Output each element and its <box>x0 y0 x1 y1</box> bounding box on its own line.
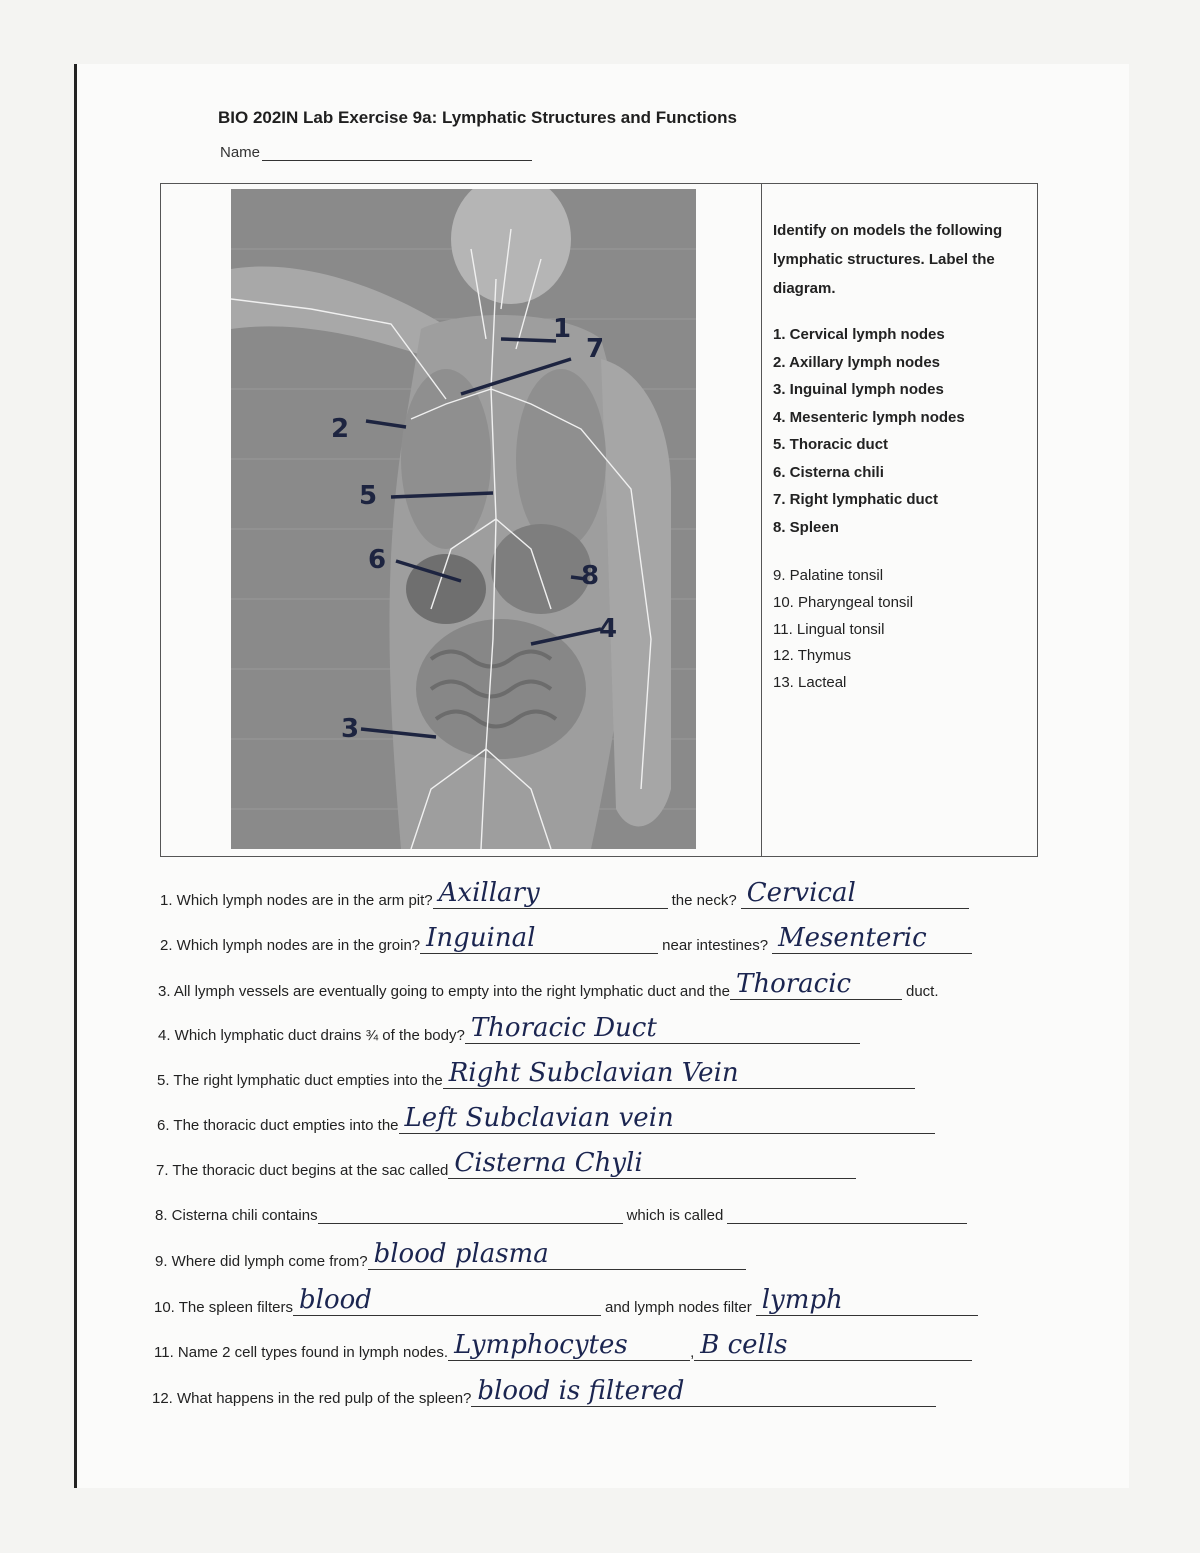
structure-item: 13. Lacteal <box>773 674 847 692</box>
handwritten-answer: blood is filtered <box>477 1376 685 1406</box>
answer-blank[interactable] <box>465 1013 860 1044</box>
question-text: , <box>690 1344 695 1361</box>
question-text: 3. All lymph vessels are eventually going to empty into the right lymphatic duct and the <box>158 983 730 1000</box>
diagram-label-4: 4 <box>599 614 618 644</box>
instruction-line: lymphatic structures. Label the <box>773 251 995 268</box>
question-text: 10. The spleen filters <box>154 1299 293 1316</box>
question-text: 11. Name 2 cell types found in lymph nodes. <box>154 1344 449 1361</box>
structure-item: 4. Mesenteric lymph nodes <box>773 408 965 426</box>
answer-blank[interactable] <box>293 1285 601 1316</box>
question-text: 4. Which lymphatic duct drains ¾ of the body? <box>158 1027 465 1044</box>
answer-blank[interactable] <box>318 1193 623 1224</box>
handwritten-answer: B cells <box>700 1330 788 1360</box>
question-5 <box>157 1058 915 1089</box>
handwritten-answer: blood plasma <box>373 1239 549 1269</box>
question-text: 12. What happens in the red pulp of the spleen? <box>152 1390 472 1407</box>
lymphatic-model-illustration <box>231 189 696 849</box>
question-8 <box>155 1193 967 1224</box>
diagram-label-2: 2 <box>331 414 350 444</box>
handwritten-answer: Thoracic <box>735 969 852 999</box>
question-text: duct. <box>905 983 939 1000</box>
diagram-instructions <box>773 216 1033 303</box>
question-text: 2. Which lymph nodes are in the groin? <box>160 937 421 954</box>
structure-item: 9. Palatine tonsil <box>773 567 884 584</box>
diagram-label-7: 7 <box>586 334 605 364</box>
question-10 <box>154 1285 978 1316</box>
secondary-structure-list <box>773 563 1033 697</box>
structure-item: 5. Thoracic duct <box>773 436 889 453</box>
answer-blank[interactable] <box>730 969 902 1000</box>
question-text: 5. The right lymphatic duct empties into the <box>157 1072 443 1089</box>
question-text: 1. Which lymph nodes are in the arm pit? <box>160 892 433 909</box>
handwritten-answer: Left Subclavian vein <box>404 1103 674 1133</box>
question-text: 7. The thoracic duct begins at the sac called <box>156 1162 449 1179</box>
question-2 <box>160 923 972 954</box>
diagram-label-8: 8 <box>581 561 600 591</box>
answer-blank[interactable] <box>471 1376 936 1407</box>
handwritten-answer: Lymphocytes <box>454 1330 628 1360</box>
structure-item: 2. Axillary lymph nodes <box>773 353 940 371</box>
answer-blank[interactable] <box>448 1148 856 1179</box>
answer-blank[interactable] <box>399 1103 935 1134</box>
answer-blank[interactable] <box>368 1239 746 1270</box>
question-text: the neck? <box>671 892 737 909</box>
name-row <box>220 142 532 161</box>
diagram-label-1: 1 <box>553 314 572 344</box>
question-text: 8. Cisterna chili contains <box>155 1207 318 1224</box>
diagram-label-3: 3 <box>341 714 360 744</box>
diagram-label-6: 6 <box>368 545 387 575</box>
diagram-box <box>160 183 1038 857</box>
handwritten-answer: Cisterna Chyli <box>454 1148 643 1178</box>
structure-item: 1. Cervical lymph nodes <box>773 326 945 343</box>
diagram-label-5: 5 <box>359 481 378 511</box>
answer-blank[interactable] <box>741 878 969 909</box>
primary-structure-list <box>773 321 1033 541</box>
structure-item: 11. Lingual tonsil <box>773 620 885 638</box>
handwritten-answer: Cervical <box>746 878 856 908</box>
question-text: and lymph nodes filter <box>604 1299 752 1316</box>
instruction-line: Identify on models the following <box>773 222 1003 239</box>
question-3 <box>158 969 943 1000</box>
name-label: Name <box>220 144 261 161</box>
worksheet-title: BIO 202IN Lab Exercise 9a: Lymphatic Structures and Functions <box>218 108 737 127</box>
answer-blank[interactable] <box>420 923 658 954</box>
structure-item: 6. Cisterna chili <box>773 463 884 481</box>
handwritten-answer: Mesenteric <box>778 923 927 953</box>
instruction-line: diagram. <box>773 280 836 297</box>
question-text: 9. Where did lymph come from? <box>155 1253 368 1270</box>
handwritten-answer: Inguinal <box>426 923 536 953</box>
question-12 <box>152 1376 936 1407</box>
structure-item: 7. Right lymphatic duct <box>773 491 939 508</box>
handwritten-answer: Axillary <box>438 878 540 908</box>
handwritten-answer: blood <box>298 1285 372 1315</box>
structure-list-panel <box>773 216 1033 697</box>
diagram-divider <box>761 184 762 856</box>
question-text: near intestines? <box>662 937 769 954</box>
lymphatic-model-photo <box>231 189 696 849</box>
answer-blank[interactable] <box>694 1330 972 1361</box>
question-4 <box>158 1013 860 1044</box>
answer-blank[interactable] <box>772 923 972 954</box>
handwritten-answer: Right Subclavian Vein <box>448 1058 739 1088</box>
answer-blank[interactable] <box>756 1285 978 1316</box>
structure-item: 3. Inguinal lymph nodes <box>773 381 944 398</box>
question-text: 6. The thoracic duct empties into the <box>157 1117 399 1134</box>
structure-item: 10. Pharyngeal tonsil <box>773 593 914 611</box>
answer-blank[interactable] <box>443 1058 915 1089</box>
question-11 <box>154 1330 972 1361</box>
question-text: which is called <box>626 1207 724 1224</box>
structure-item: 12. Thymus <box>773 647 852 665</box>
handwritten-answer: Thoracic Duct <box>470 1013 657 1043</box>
name-blank[interactable] <box>262 142 532 161</box>
question-6 <box>157 1103 935 1134</box>
question-7 <box>156 1148 856 1179</box>
answer-blank[interactable] <box>448 1330 690 1361</box>
structure-item: 8. Spleen <box>773 518 839 536</box>
question-1 <box>160 878 969 909</box>
answer-blank[interactable] <box>727 1193 967 1224</box>
handwritten-answer: lymph <box>761 1285 843 1315</box>
answer-blank[interactable] <box>433 878 668 909</box>
question-9 <box>155 1239 746 1270</box>
